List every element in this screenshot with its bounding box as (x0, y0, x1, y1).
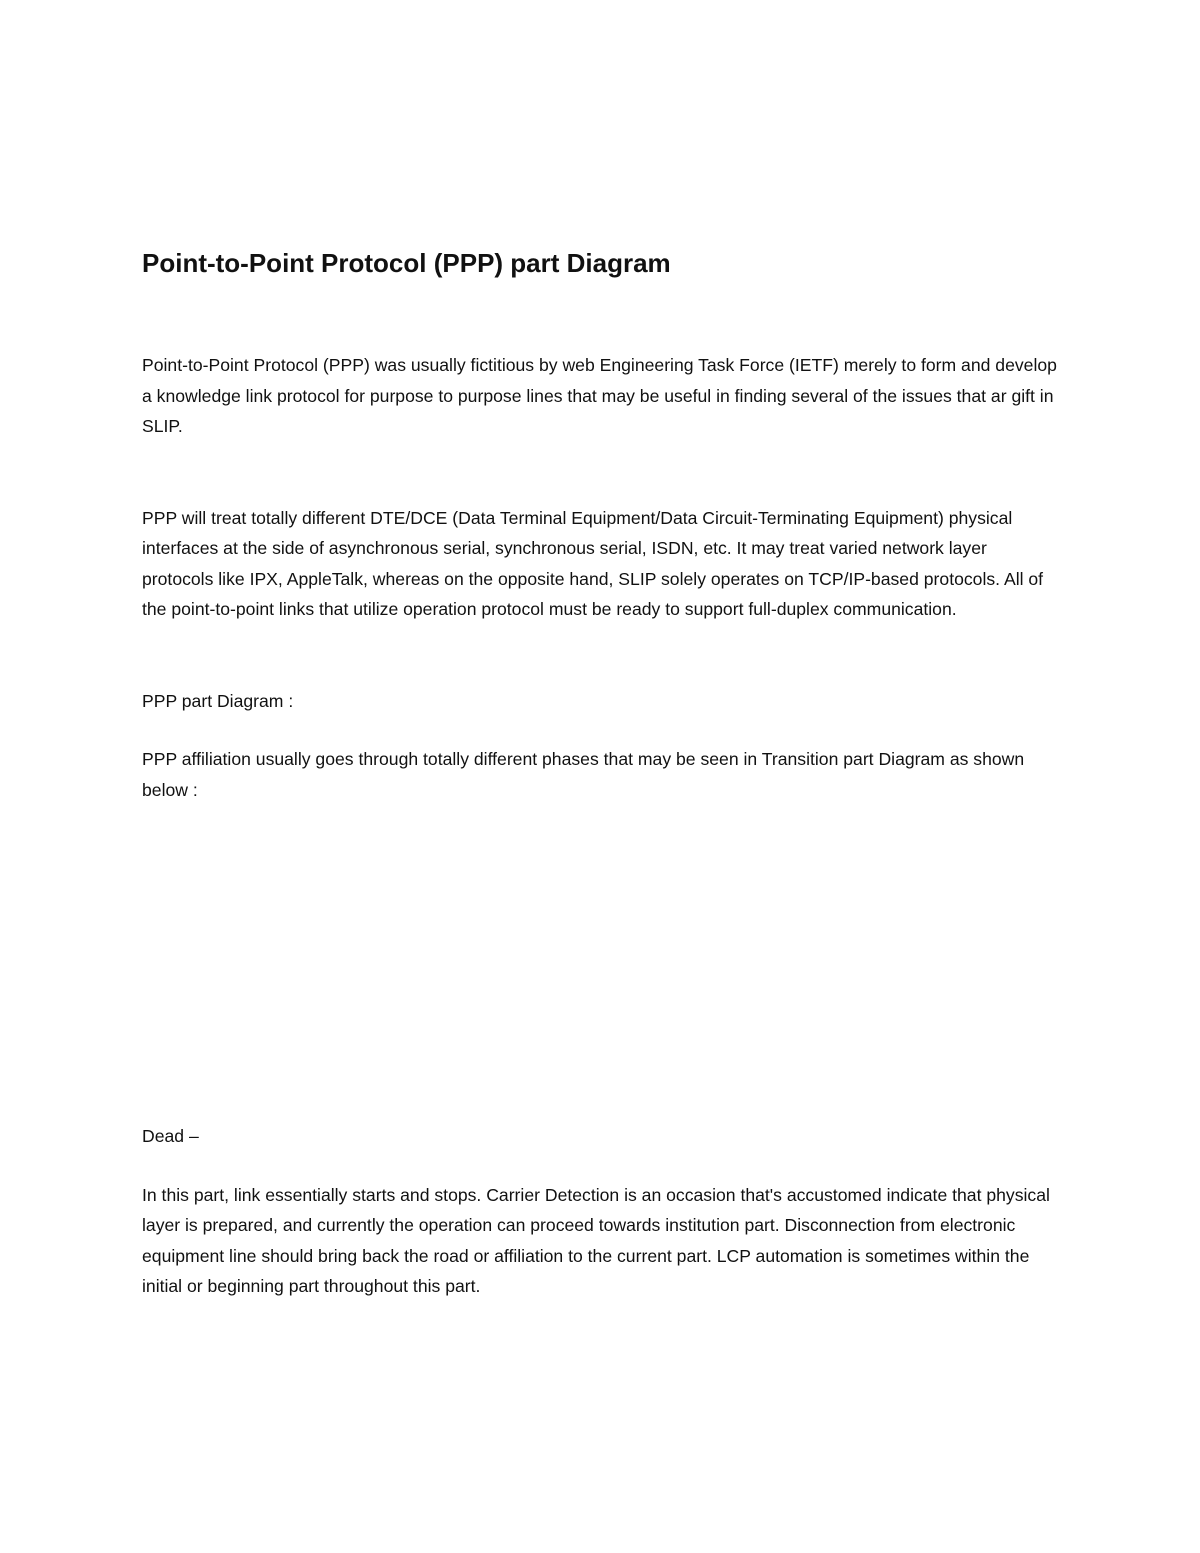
document-body (142, 246, 1062, 1302)
interfaces-paragraph: PPP will treat totally different DTE/DCE (Data Terminal Equipment/Data Circuit-Terminating Equipment) physical interfaces at the side of asynchronous serial, synchronous serial, ISDN, etc. It may treat varied network layer protocols like IPX, AppleTalk, whereas on the opposite hand, SLIP solely operates on TCP/IP-based protocols. All of the point-to-point links that utilize operation protocol must be ready to support full-duplex communication. (142, 507, 1044, 619)
dead-phase-paragraph: In this part, link essentially starts and stops. Carrier Detection is an occasion that's accustomed indicate that physical layer is prepared, and currently the operation can proceed towards institution part. Disconnection from electronic equipment line should bring back the road or affiliation to the current part. LCP automation is sometimes within the initial or beginning part throughout this part. (142, 1184, 1050, 1296)
diagram-intro-paragraph: PPP affiliation usually goes through totally different phases that may be seen in Transition part Diagram as shown below : (142, 749, 1025, 800)
diagram-heading: PPP part Diagram : (142, 690, 294, 711)
dead-phase-heading: Dead – (142, 1126, 199, 1146)
diagram-placeholder (142, 805, 1062, 1121)
page-title: Point-to-Point Protocol (PPP) part Diagram (142, 248, 671, 278)
intro-paragraph: Point-to-Point Protocol (PPP) was usually fictitious by web Engineering Task Force (IETF) merely to form and develop a knowledge link protocol for purpose to purpose lines that may be useful in finding several of the issues that ar gift in SLIP. (142, 355, 1057, 436)
